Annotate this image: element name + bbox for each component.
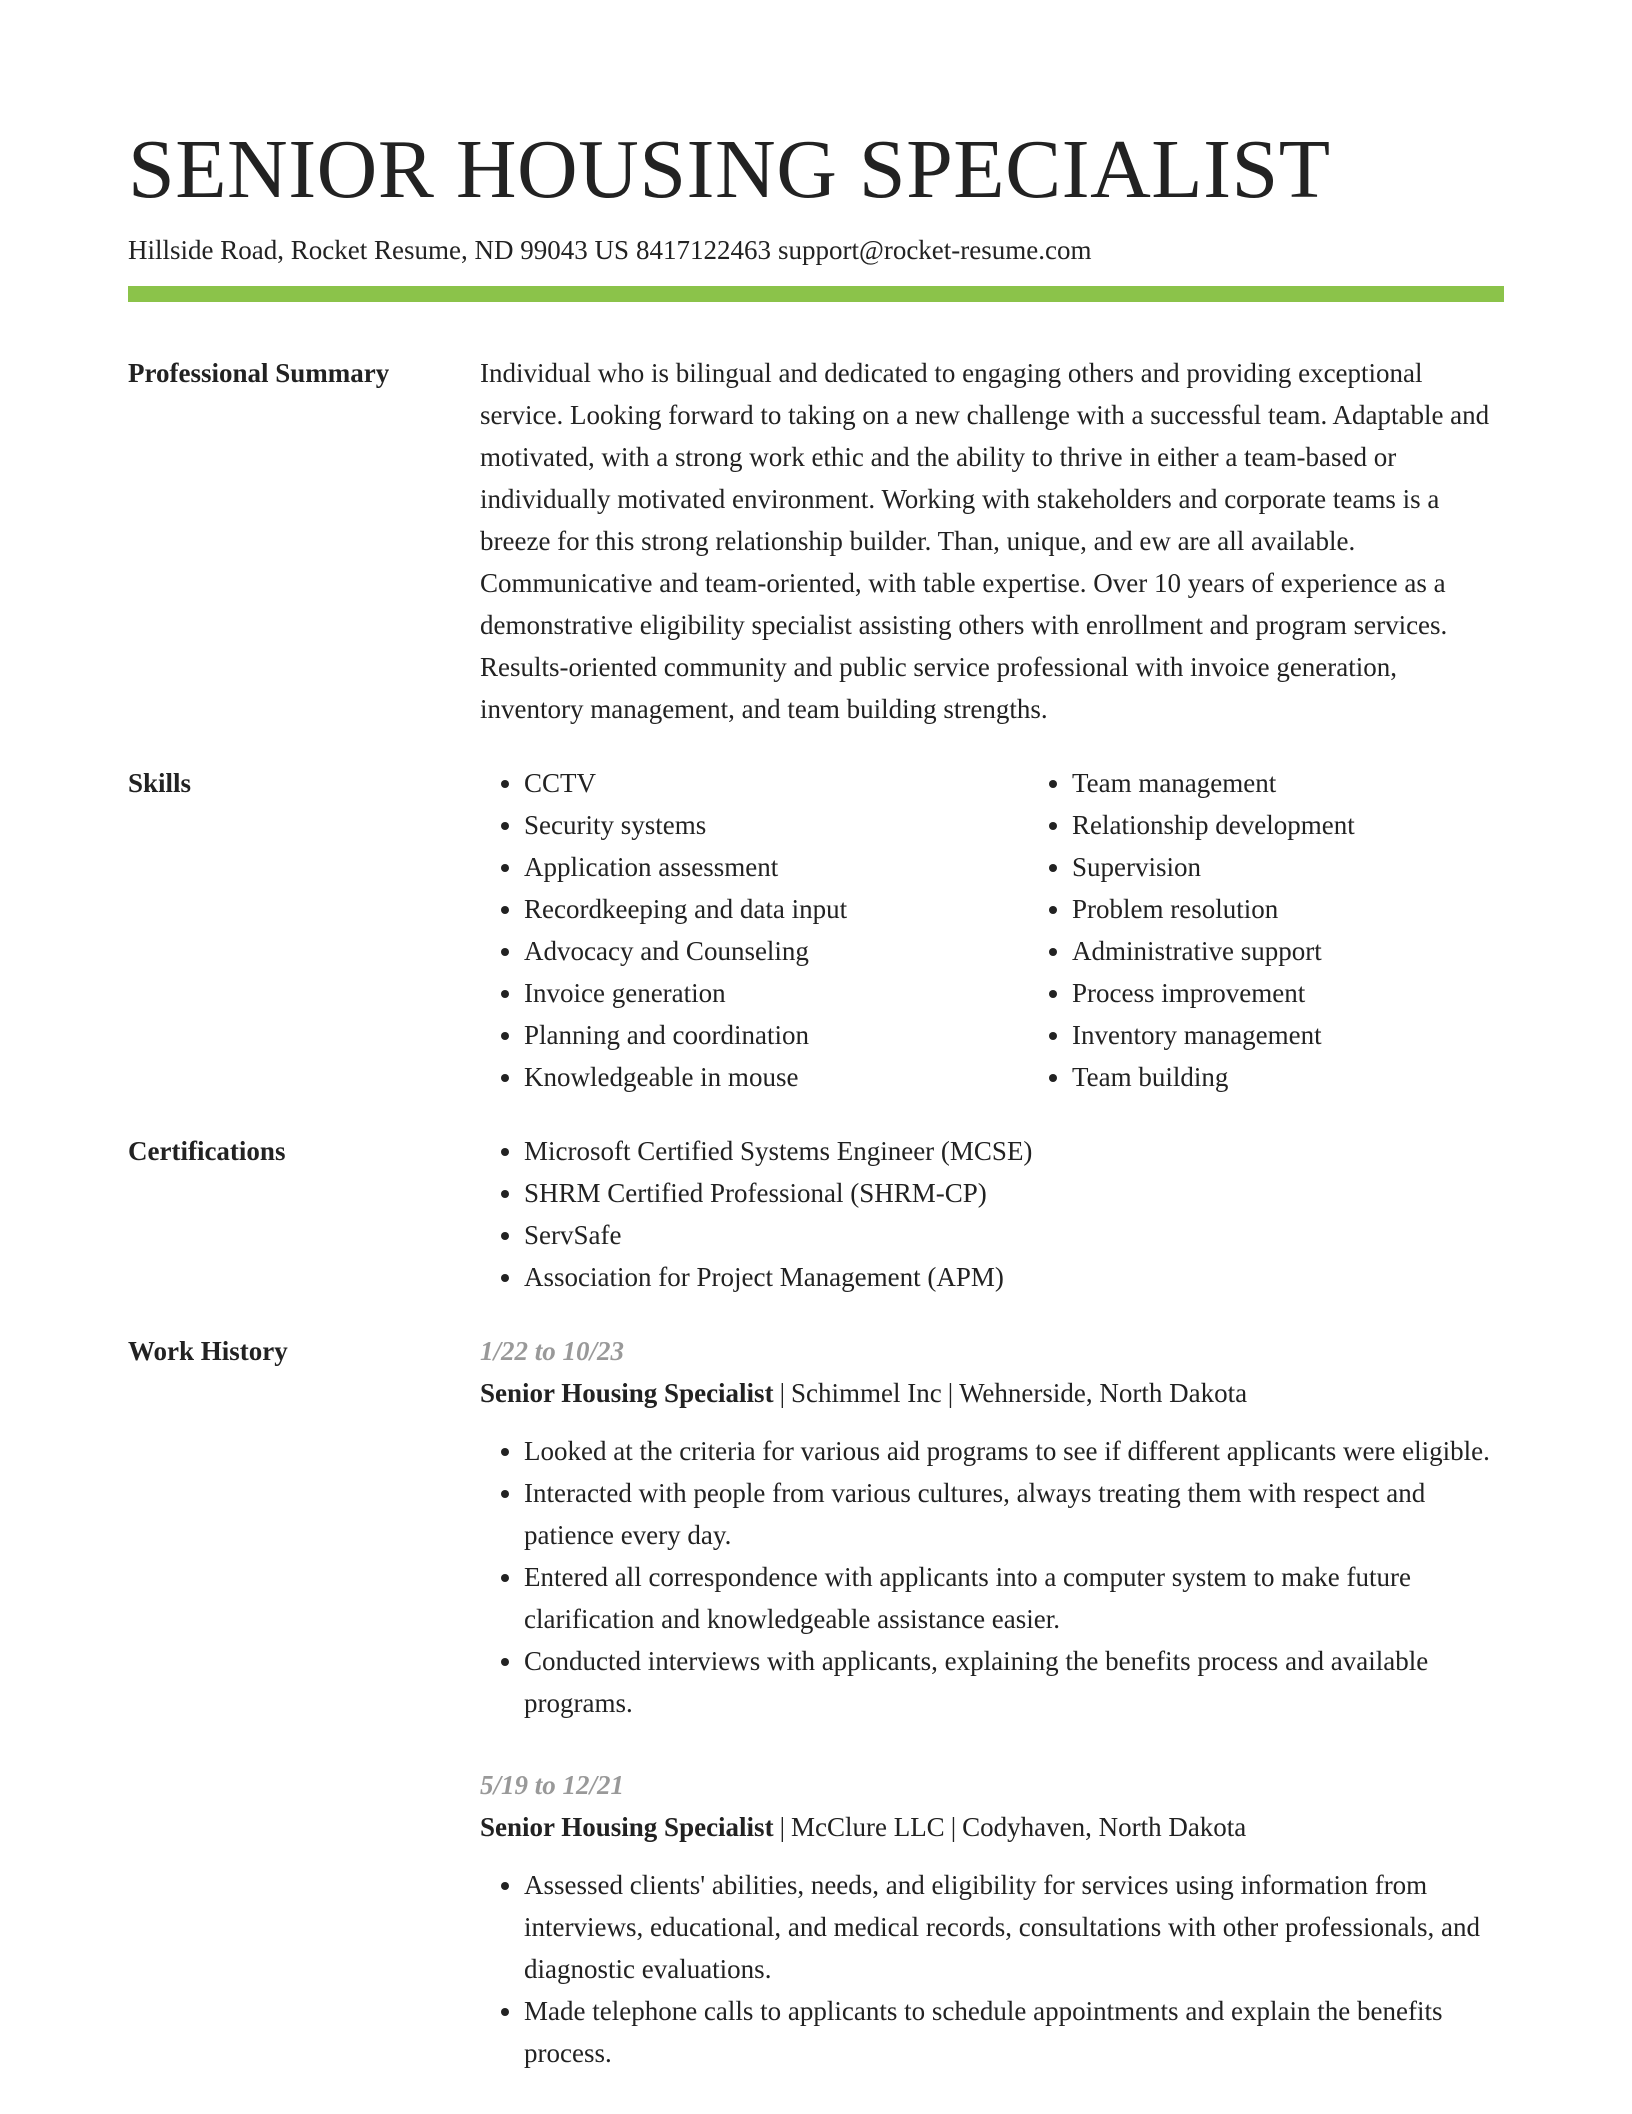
resume-name: SENIOR HOUSING SPECIALIST [128,123,1331,216]
certification-item: • SHRM Certified Professional (SHRM-CP) [524,1172,1504,1214]
skill-item: • Administrative support [1072,930,1504,972]
job-bullet: • Made telephone calls to applicants to schedule appointments and explain the benefits process. [524,1990,1504,2074]
skill-item: • Security systems [524,804,1028,846]
job-heading [480,1372,1504,1414]
certification-item: • Association for Project Management (APM) [524,1256,1504,1298]
job-company: Schimmel Inc [790,1378,942,1408]
skill-item: • Team management [1072,762,1504,804]
skill-item: • Knowledgeable in mouse [524,1056,1028,1098]
certifications-list [480,1130,1504,1298]
skill-item: • Recordkeeping and data input [524,888,1028,930]
section-heading-work: Work History [128,1336,288,1366]
skill-item: • Planning and coordination [524,1014,1028,1056]
work-history-section [128,1330,1504,2114]
separator: | [947,1378,954,1408]
certifications-section [128,1130,1504,1298]
contact-address: Hillside Road, Rocket Resume, ND 99043 US [128,235,629,265]
job-bullet: • Assessed clients' abilities, needs, and eligibility for services using information from interviews, educational, and medical records, consultations with other professionals, and diagnostic evaluations. [524,1864,1504,1990]
skills-list-left [480,762,1028,1098]
job-bullet: • Interacted with people from various cultures, always treating them with respect and patience every day. [524,1472,1504,1556]
job-bullets [480,1430,1504,1724]
summary-text: Individual who is bilingual and dedicated to engaging others and providing exceptional service. Looking forward to taking on a new challenge with a successful team. Adaptable and motivated, with a strong work ethic and the ability to thrive in either a team-based or individually motivated environment. Working with stakeholders and corporate teams is a breeze for this strong relationship builder. Than, unique, and ew are all available. Communicative and team-oriented, with table expertise. Over 10 years of experience as a demonstrative eligibility specialist assisting others with enrollment and program services. Results-oriented community and public service professional with invoice generation, inventory management, and team building strengths. [480,358,1490,724]
skill-item: • Advocacy and Counseling [524,930,1028,972]
accent-divider [128,286,1504,302]
skills-section [128,762,1504,1098]
contact-email: support@rocket-resume.com [777,235,1092,265]
job-heading [480,1806,1504,1848]
section-heading-summary: Professional Summary [128,358,390,388]
skill-item: • Relationship development [1072,804,1504,846]
job-bullet: • Looked at the criteria for various aid programs to see if different applicants were eligible. [524,1430,1504,1472]
job-company: McClure LLC [790,1812,945,1842]
job-title: Senior Housing Specialist [480,1812,774,1842]
skill-item: • Problem resolution [1072,888,1504,930]
skills-list-right [1028,762,1504,1098]
skill-item: • Application assessment [524,846,1028,888]
summary-section [128,352,1504,730]
job-bullet: • Entered all correspondence with applicants into a computer system to make future clarification and knowledgeable assistance easier. [524,1556,1504,1640]
job-dates: 1/22 to 10/23 [480,1336,625,1366]
certification-item: • ServSafe [524,1214,1504,1256]
separator: | [779,1812,785,1842]
skill-item: • Team building [1072,1056,1504,1098]
job-bullets [480,1864,1504,2074]
job-title: Senior Housing Specialist [480,1378,774,1408]
separator: | [950,1812,957,1842]
job-location: Wehnerside, North Dakota [959,1378,1248,1408]
skill-item: • CCTV [524,762,1028,804]
skill-item: • Inventory management [1072,1014,1504,1056]
section-heading-certifications: Certifications [128,1136,286,1166]
skill-item: • Process improvement [1072,972,1504,1014]
job-bullet: • Conducted interviews with applicants, explaining the benefits process and available programs. [524,1640,1504,1724]
section-heading-skills: Skills [128,768,192,798]
job-entry [480,1330,1504,1724]
job-dates: 5/19 to 12/21 [480,1770,625,1800]
contact-line [128,232,1504,268]
separator: | [779,1378,785,1408]
skill-item: • Supervision [1072,846,1504,888]
certification-item: • Microsoft Certified Systems Engineer (MCSE) [524,1130,1504,1172]
job-location: Codyhaven, North Dakota [962,1812,1247,1842]
job-entry [480,1764,1504,2074]
contact-phone: 8417122463 [635,235,771,265]
skill-item: • Invoice generation [524,972,1028,1014]
